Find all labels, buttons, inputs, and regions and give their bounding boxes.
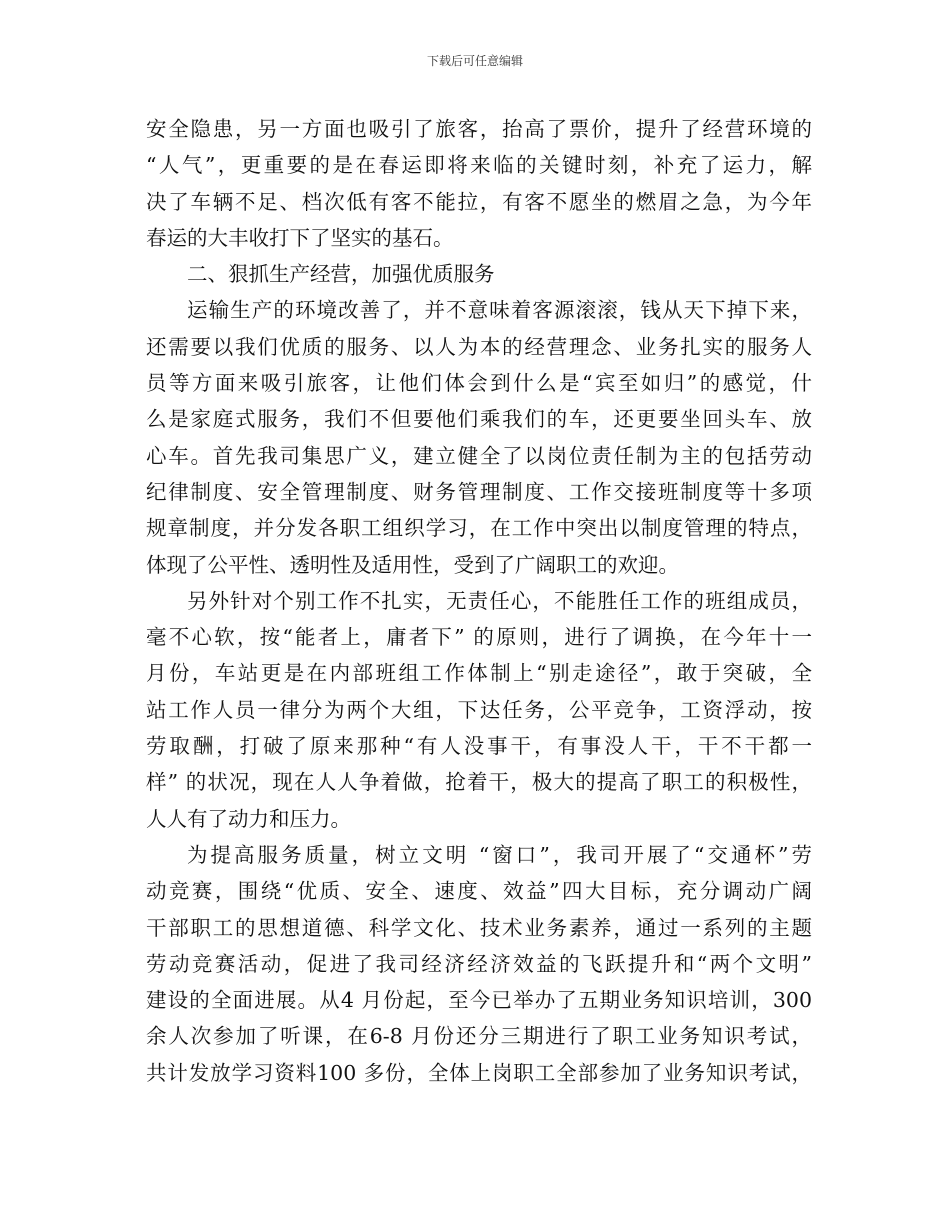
text-line: 体现了公平性、透明性及适用性，受到了广阔职工的欢迎。 bbox=[146, 552, 679, 577]
text-line: 决了车辆不足、档次低有客不能拉，有客不愿坐的燃眉之急，为今年 bbox=[146, 189, 812, 214]
text-line: 安全隐患，另一方面也吸引了旅客，抬高了票价，提升了经营环境的 bbox=[146, 117, 812, 141]
text-line: 为提高服务质量，树立文明 “窗口”，我司开展了“交通杯”劳 bbox=[187, 842, 812, 867]
text-line: 共计发放学习资料100 多份，全体上岗职工全部参加了业务知识考试， bbox=[146, 1060, 812, 1085]
text-line: 劳动竞赛活动，促进了我司经济经济效益的飞跃提升和“两个文明” bbox=[146, 951, 812, 976]
text-line: 么是家庭式服务，我们不但要他们乘我们的车，还更要坐回头车、放 bbox=[146, 407, 812, 432]
text-line: 纪律制度、安全管理制度、财务管理制度、工作交接班制度等十多项 bbox=[146, 479, 812, 504]
text-line: 规章制度，并分发各职工组织学习，在工作中突出以制度管理的特点， bbox=[146, 516, 812, 541]
text-line: 运输生产的环境改善了，并不意味着客源滚滚，钱从天下掉下来， bbox=[187, 298, 812, 323]
text-line: 还需要以我们优质的服务、以人为本的经营理念、业务扎实的服务人 bbox=[146, 334, 812, 359]
text-line: 月份，车站更是在内部班组工作体制上“别走途径”，敢于突破，全 bbox=[146, 661, 812, 686]
text-line: 春运的大丰收打下了坚实的基石。 bbox=[146, 225, 454, 250]
text-line: 人人有了动力和压力。 bbox=[146, 806, 351, 831]
page-header: 下载后可任意编辑 bbox=[426, 54, 523, 68]
text-line: 员等方面来吸引旅客，让他们体会到什么是“宾至如归”的感觉，什 bbox=[146, 371, 812, 396]
text-line: 余人次参加了听课，在6-8 月份还分三期进行了职工业务知识考试， bbox=[146, 1024, 812, 1049]
text-line: 心车。首先我司集思广义，建立健全了以岗位责任制为主的包括劳动 bbox=[146, 443, 812, 468]
text-line: 劳取酬，打破了原来那种“有人没事干，有事没人干，干不干都一 bbox=[146, 734, 812, 759]
text-line: 毫不心软，按“能者上，庸者下” 的原则，进行了调换，在今年十一 bbox=[146, 625, 812, 650]
text-line: 二、狠抓生产经营，加强优质服务 bbox=[187, 262, 495, 287]
text-line: 样” 的状况，现在人人争着做，抢着干，极大的提高了职工的积极性， bbox=[146, 770, 812, 795]
text-line: 另外针对个别工作不扎实，无责任心，不能胜任工作的班组成员， bbox=[187, 588, 812, 613]
text-line: 建设的全面进展。从4 月份起，至今已举办了五期业务知识培训，300 bbox=[146, 988, 812, 1013]
text-line: 干部职工的思想道德、科学文化、技术业务素养，通过一系列的主题 bbox=[146, 915, 812, 940]
text-line: 动竞赛，围绕“优质、安全、速度、效益”四大目标，充分调动广阔 bbox=[146, 879, 812, 904]
text-line: “人气”，更重要的是在春运即将来临的关键时刻，补充了运力，解 bbox=[146, 153, 812, 178]
text-line: 站工作人员一律分为两个大组，下达任务，公平竞争，工资浮动，按 bbox=[146, 697, 812, 722]
document-body bbox=[146, 111, 812, 1091]
